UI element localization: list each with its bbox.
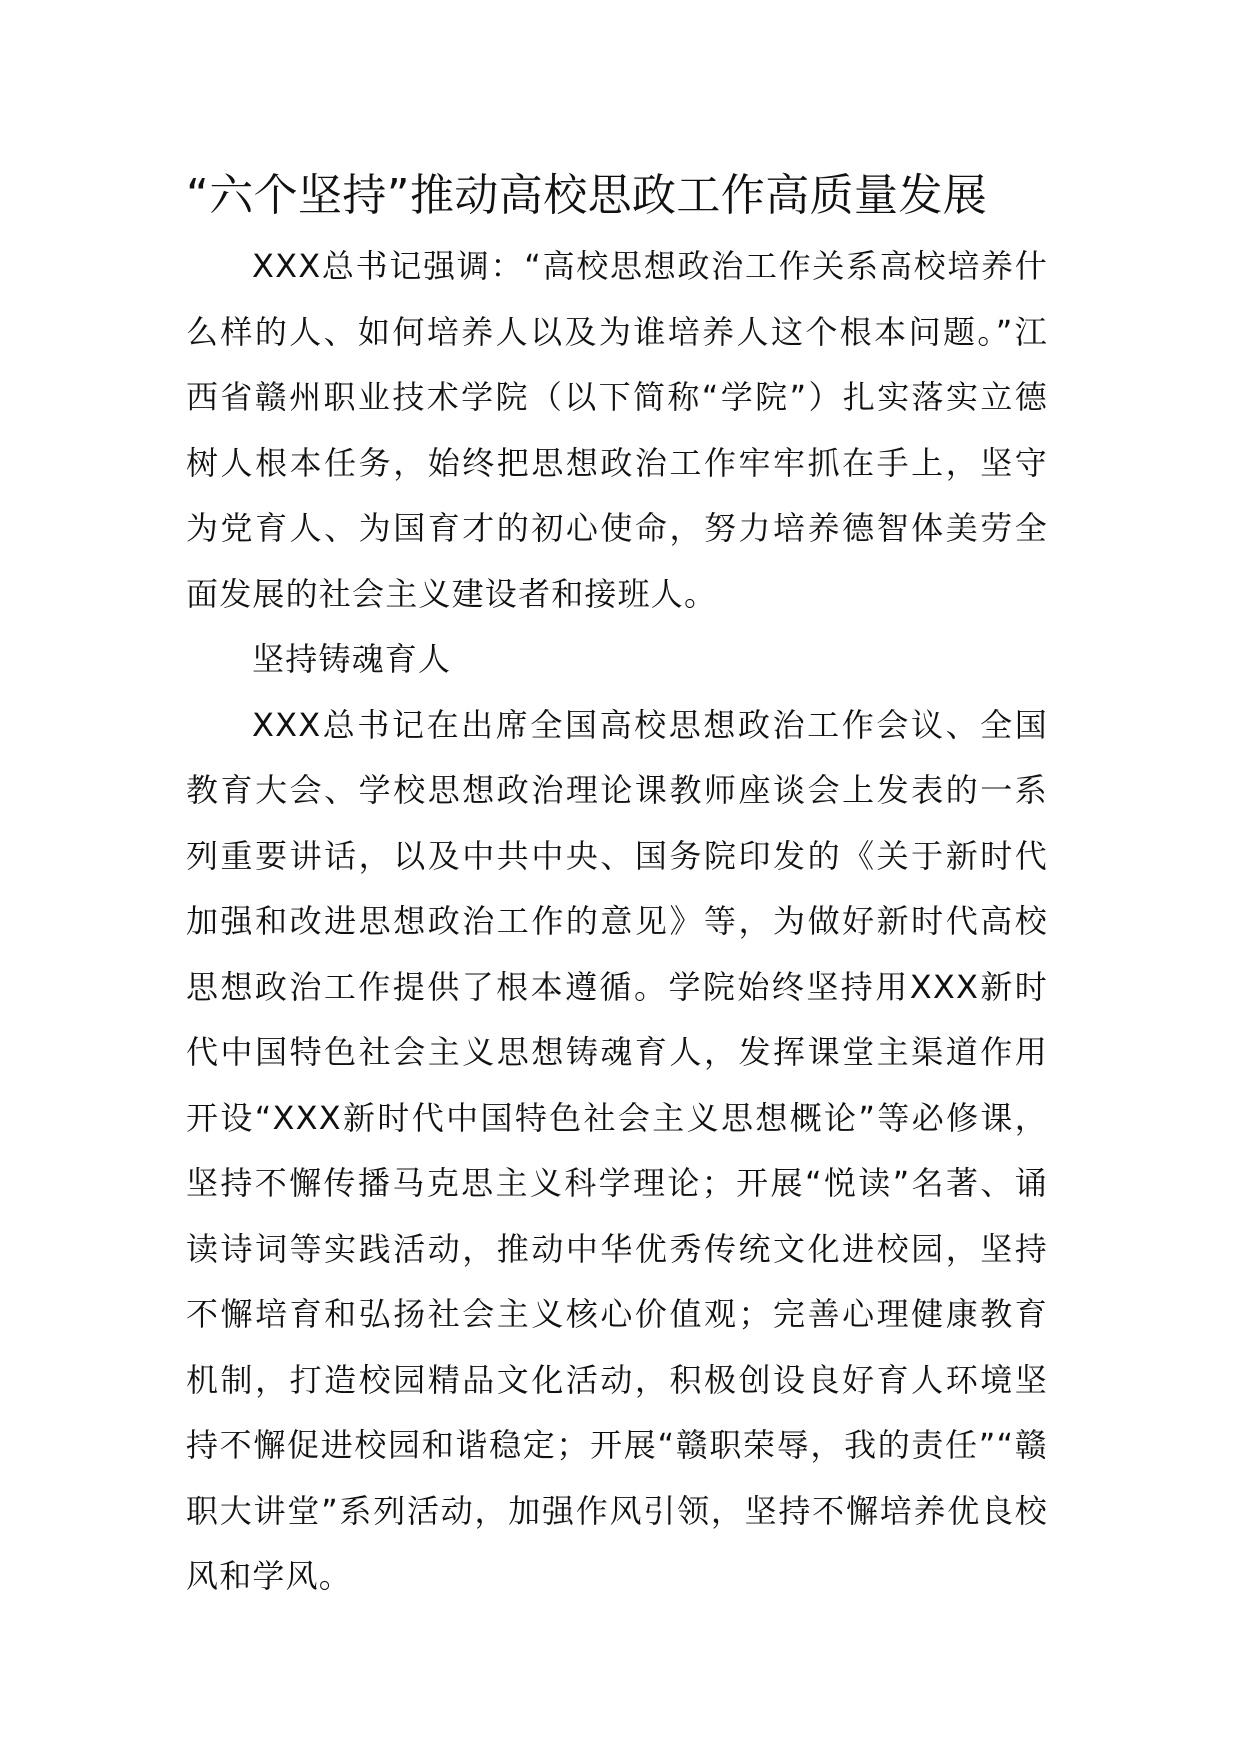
section-heading: 坚持铸魂育人 <box>252 640 452 678</box>
document-title: “六个坚持”推动高校思政工作高质量发展 <box>186 170 988 221</box>
intro-paragraph: XXX总书记强调：“高校思想政治工作关系高校培养什么样的人、如何培养人以及为谁培养人这个根本问题。”江西省赣州职业技术学院（以下简称“学院”）扎实落实立德树人根本任务，始终把思想政治工作牢牢抓在手上，坚守为党育人、为国育才的初心使命，努力培养德智体美劳全面发展的社会主义建设者和接班人。 <box>186 247 1048 613</box>
section-paragraph: XXX总书记在出席全国高校思想政治工作会议、全国教育大会、学校思想政治理论课教师座谈会上发表的一系列重要讲话，以及中共中央、国务院印发的《关于新时代加强和改进思想政治工作的意见》等，为做好新时代高校思想政治工作提供了根本遵循。学院始终坚持用XXX新时代中国特色社会主义思想铸魂育人，发挥课堂主渠道作用开设“XXX新时代中国特色社会主义思想概论”等必修课，坚持不懈传播马克思主义科学理论；开展“悦读”名著、诵读诗词等实践活动，推动中华优秀传统文化进校园，坚持不懈培育和弘扬社会主义核心价值观；完善心理健康教育机制，打造校园精品文化活动，积极创设良好育人环境坚持不懈促进校园和谐稳定；开展“赣职荣辱，我的责任”“赣职大讲堂”系列活动，加强作风引领，坚持不懈培养优良校风和学风。 <box>186 705 1048 1595</box>
document-body <box>186 234 1048 1610</box>
